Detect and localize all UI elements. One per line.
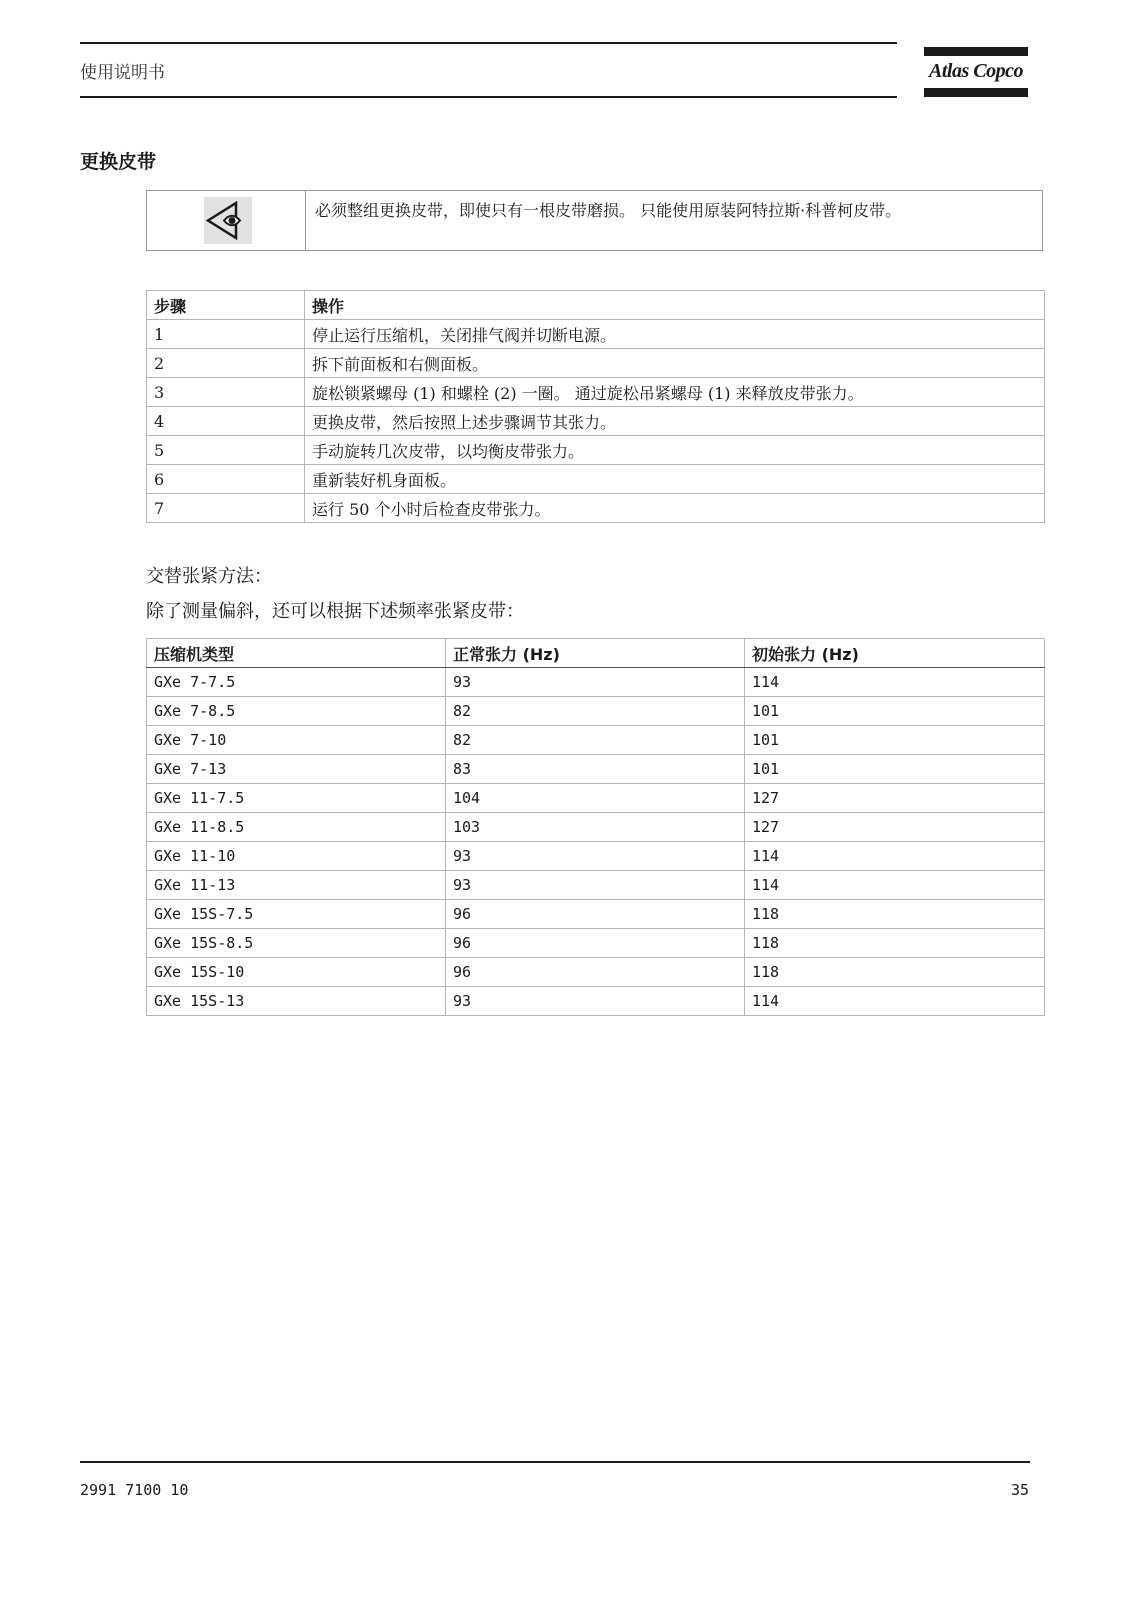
step-number: 7 (147, 494, 305, 523)
column-header-action: 操作 (305, 291, 1045, 320)
step-number: 4 (147, 407, 305, 436)
initial-tension: 101 (745, 726, 1045, 755)
table-row (147, 494, 1045, 523)
compressor-type: GXe 15S-7.5 (147, 900, 446, 929)
document-number: 2991 7100 10 (80, 1481, 189, 1499)
normal-tension: 93 (446, 987, 745, 1016)
freq-table-header (147, 639, 1045, 668)
step-action: 运行 50 个小时后检查皮带张力。 (305, 494, 1045, 523)
normal-tension: 82 (446, 726, 745, 755)
steps-table (146, 290, 1045, 523)
table-row (147, 726, 1045, 755)
compressor-type: GXe 11-13 (147, 871, 446, 900)
logo-wordmark: Atlas Copco (929, 60, 1023, 82)
compressor-type: GXe 11-10 (147, 842, 446, 871)
column-header-initial: 初始张力 (Hz) (745, 639, 1045, 668)
doc-type-label: 使用说明书 (80, 63, 165, 83)
table-row (147, 465, 1045, 494)
step-number: 1 (147, 320, 305, 349)
initial-tension: 114 (745, 842, 1045, 871)
table-row (147, 929, 1045, 958)
header-bottom-rule (80, 96, 897, 98)
step-action: 手动旋转几次皮带，以均衡皮带张力。 (305, 436, 1045, 465)
footer-rule (80, 1461, 1030, 1463)
normal-tension: 93 (446, 871, 745, 900)
table-row (147, 436, 1045, 465)
normal-tension: 93 (446, 668, 745, 697)
initial-tension: 101 (745, 697, 1045, 726)
table-row (147, 755, 1045, 784)
initial-tension: 114 (745, 668, 1045, 697)
initial-tension: 114 (745, 987, 1045, 1016)
column-header-normal: 正常张力 (Hz) (446, 639, 745, 668)
logo-top-bar (924, 47, 1028, 56)
step-action: 旋松锁紧螺母 (1) 和螺栓 (2) 一圈。 通过旋松吊紧螺母 (1) 来释放皮带张力。 (305, 378, 1045, 407)
step-action: 停止运行压缩机，关闭排气阀并切断电源。 (305, 320, 1045, 349)
initial-tension: 127 (745, 813, 1045, 842)
header-top-rule (80, 42, 897, 44)
table-row (147, 697, 1045, 726)
table-row (147, 987, 1045, 1016)
eye-warning-icon (204, 197, 252, 244)
table-row (147, 668, 1045, 697)
table-row (147, 958, 1045, 987)
initial-tension: 114 (745, 871, 1045, 900)
atlas-copco-logo (924, 47, 1028, 99)
compressor-type: GXe 15S-10 (147, 958, 446, 987)
compressor-type: GXe 11-8.5 (147, 813, 446, 842)
table-row (147, 871, 1045, 900)
initial-tension: 118 (745, 900, 1045, 929)
notice-icon-cell (147, 191, 306, 250)
table-row (147, 813, 1045, 842)
column-header-step: 步骤 (147, 291, 305, 320)
compressor-type: GXe 15S-13 (147, 987, 446, 1016)
notice-text: 必须整组更换皮带，即使只有一根皮带磨损。 只能使用原装阿特拉斯·科普柯皮带。 (315, 201, 902, 220)
table-row (147, 349, 1045, 378)
initial-tension: 118 (745, 958, 1045, 987)
initial-tension: 118 (745, 929, 1045, 958)
compressor-type: GXe 7-10 (147, 726, 446, 755)
table-row (147, 320, 1045, 349)
step-number: 6 (147, 465, 305, 494)
steps-table-header (147, 291, 1045, 320)
normal-tension: 83 (446, 755, 745, 784)
step-action: 拆下前面板和右侧面板。 (305, 349, 1045, 378)
frequency-table (146, 638, 1045, 1016)
step-action: 更换皮带，然后按照上述步骤调节其张力。 (305, 407, 1045, 436)
table-row (147, 378, 1045, 407)
table-row (147, 842, 1045, 871)
logo-bottom-bar (924, 88, 1028, 97)
alt-method-description: 除了测量偏斜，还可以根据下述频率张紧皮带： (146, 601, 524, 622)
table-row (147, 784, 1045, 813)
alt-method-heading: 交替张紧方法： (146, 566, 272, 587)
compressor-type: GXe 7-13 (147, 755, 446, 784)
step-action: 重新装好机身面板。 (305, 465, 1045, 494)
normal-tension: 96 (446, 958, 745, 987)
column-header-type: 压缩机类型 (147, 639, 446, 668)
normal-tension: 104 (446, 784, 745, 813)
step-number: 3 (147, 378, 305, 407)
normal-tension: 103 (446, 813, 745, 842)
normal-tension: 96 (446, 900, 745, 929)
compressor-type: GXe 7-7.5 (147, 668, 446, 697)
section-title: 更换皮带 (80, 151, 157, 173)
normal-tension: 96 (446, 929, 745, 958)
compressor-type: GXe 7-8.5 (147, 697, 446, 726)
compressor-type: GXe 11-7.5 (147, 784, 446, 813)
initial-tension: 101 (745, 755, 1045, 784)
table-row (147, 900, 1045, 929)
compressor-type: GXe 15S-8.5 (147, 929, 446, 958)
table-row (147, 407, 1045, 436)
page-number: 35 (1010, 1481, 1029, 1499)
normal-tension: 82 (446, 697, 745, 726)
notice-box (146, 190, 1043, 251)
step-number: 2 (147, 349, 305, 378)
initial-tension: 127 (745, 784, 1045, 813)
step-number: 5 (147, 436, 305, 465)
normal-tension: 93 (446, 842, 745, 871)
